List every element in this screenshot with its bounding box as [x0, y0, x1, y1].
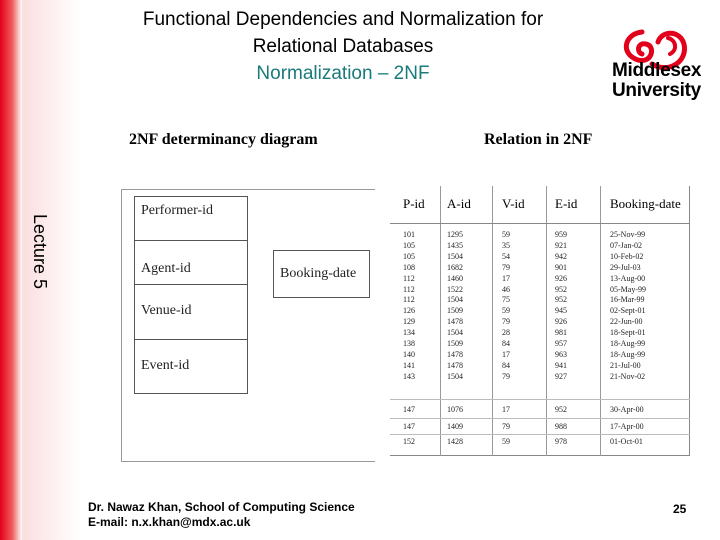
table-cell: 1076 [447, 405, 463, 414]
table-cell: 1682 [447, 262, 463, 272]
attr-venue-id: Venue-id [134, 285, 248, 340]
table-cell: 952 [555, 405, 567, 414]
table-cell: 921 [555, 240, 567, 250]
page-number: 25 [673, 502, 687, 516]
col-header-v-id: V-id [502, 196, 525, 211]
table-cell: 105 [403, 240, 415, 250]
table-cell: 17 [502, 405, 510, 414]
table-cell: 1295 [447, 230, 463, 239]
diagram-heading: 2NF determinancy diagram [129, 131, 318, 148]
table-cell: 952 [555, 284, 567, 294]
table-cell: 29-Jul-03 [610, 262, 641, 272]
table-cell: 18-Sept-01 [610, 328, 646, 338]
table-cell: 129 [403, 317, 415, 327]
table-cell: 17 [502, 273, 510, 283]
table-cell: 957 [555, 339, 567, 348]
col-header-e-id: E-id [555, 196, 578, 211]
table-cell: 105 [403, 251, 415, 261]
col-header-a-id: A-id [447, 196, 471, 211]
relation-table [390, 186, 690, 456]
table-cell: 108 [403, 262, 415, 272]
dependent-booking-date: Booking-date [273, 250, 370, 298]
table-cell: 84 [502, 339, 510, 348]
table-cell: 22-Jun-00 [610, 317, 643, 327]
table-cell: 927 [555, 371, 567, 381]
table-cell: 942 [555, 251, 567, 261]
table-cell: 79 [502, 262, 510, 272]
table-col-divider [492, 186, 493, 456]
table-cell: 13-Aug-00 [610, 273, 646, 283]
table-col-divider [546, 186, 547, 456]
table-cell: 1478 [447, 349, 463, 359]
table-cell: 30-Apr-00 [610, 405, 644, 414]
table-cell: 1509 [447, 306, 463, 316]
table-cell: 1504 [447, 251, 463, 261]
table-cell: 59 [502, 437, 510, 446]
table-cell: 18-Aug-99 [610, 339, 646, 348]
table-cell: 138 [403, 339, 415, 348]
attr-agent-id: Agent-id [134, 241, 248, 285]
relation-heading: Relation in 2NF [484, 131, 593, 148]
table-cell: 18-Aug-99 [610, 349, 646, 359]
table-cell: 21-Nov-02 [610, 371, 646, 381]
sidebar-accent [0, 0, 22, 540]
table-cell: 1504 [447, 295, 463, 305]
logo-text-line2: University [612, 80, 701, 101]
footer-author: Dr. Nawaz Khan, School of Computing Science [88, 500, 355, 514]
table-cell: 988 [555, 422, 567, 431]
table-row-divider [390, 434, 690, 435]
col-header-booking-date: Booking-date [610, 196, 681, 211]
table-cell: 978 [555, 437, 567, 446]
table-cell: 35 [502, 240, 510, 250]
table-cell: 59 [502, 306, 510, 316]
table-cell: 101 [403, 230, 415, 239]
table-cell: 05-May-99 [610, 284, 646, 294]
table-cell: 112 [403, 284, 415, 294]
table-cell: 152 [403, 437, 415, 446]
slide-subtitle: Normalization – 2NF [256, 63, 430, 84]
table-cell: 901 [555, 262, 567, 272]
table-cell: 143 [403, 371, 415, 381]
table-row-divider [390, 418, 690, 419]
table-cell: 945 [555, 306, 567, 316]
table-cell: 75 [502, 295, 510, 305]
table-cell: 79 [502, 317, 510, 327]
footer-email: E-mail: n.x.khan@mdx.ac.uk [88, 515, 251, 529]
table-cell: 981 [555, 328, 567, 338]
table-cell: 959 [555, 230, 567, 239]
table-cell: 02-Sept-01 [610, 306, 646, 316]
table-cell: 952 [555, 295, 567, 305]
table-cell: 1435 [447, 240, 463, 250]
col-header-p-id: P-id [403, 196, 425, 211]
table-cell: 1409 [447, 422, 463, 431]
table-cell: 147 [403, 422, 415, 431]
table-header-divider [390, 223, 690, 224]
table-cell: 126 [403, 306, 415, 316]
table-cell: 01-Oct-01 [610, 437, 643, 446]
table-cell: 17 [502, 349, 510, 359]
table-cell: 1478 [447, 360, 463, 370]
table-cell: 25-Nov-99 [610, 230, 646, 239]
table-cell: 79 [502, 422, 510, 431]
footer [88, 500, 355, 530]
table-cell: 112 [403, 273, 415, 283]
table-cell: 54 [502, 251, 510, 261]
table-cell: 141 [403, 360, 415, 370]
table-cell: 926 [555, 273, 567, 283]
table-cell: 1504 [447, 371, 463, 381]
table-cell: 16-Mar-99 [610, 295, 645, 305]
slide-title-line2: Relational Databases [252, 36, 434, 57]
table-cell: 21-Jul-00 [610, 360, 641, 370]
table-cell: 1428 [447, 437, 463, 446]
table-cell: 963 [555, 349, 567, 359]
table-cell: 1509 [447, 339, 463, 348]
table-cell: 926 [555, 317, 567, 327]
table-col-divider [600, 186, 601, 456]
table-cell: 28 [502, 328, 510, 338]
table-cell: 147 [403, 405, 415, 414]
attr-event-id: Event-id [134, 340, 248, 394]
table-cell: 84 [502, 360, 510, 370]
lecture-label: Lecture 5 [30, 214, 50, 290]
table-cell: 79 [502, 371, 510, 381]
table-cell: 59 [502, 230, 510, 239]
table-cell: 1478 [447, 317, 463, 327]
slide-title-line1: Functional Dependencies and Normalization for [142, 9, 544, 30]
table-cell: 07-Jan-02 [610, 240, 642, 250]
table-cell: 140 [403, 349, 415, 359]
table-cell: 941 [555, 360, 567, 370]
table-cell: 1522 [447, 284, 463, 294]
table-cell: 10-Feb-02 [610, 251, 644, 261]
table-col-divider [440, 186, 441, 456]
logo-text-line1: Middlesex [612, 60, 702, 81]
table-cell: 134 [403, 328, 415, 338]
attr-performer-id: Performer-id [134, 196, 248, 241]
table-cell: 17-Apr-00 [610, 422, 644, 431]
table-cell: 1460 [447, 273, 463, 283]
table-cell: 112 [403, 295, 415, 305]
table-cell: 1504 [447, 328, 463, 338]
table-row-divider [390, 399, 690, 400]
table-cell: 46 [502, 284, 510, 294]
